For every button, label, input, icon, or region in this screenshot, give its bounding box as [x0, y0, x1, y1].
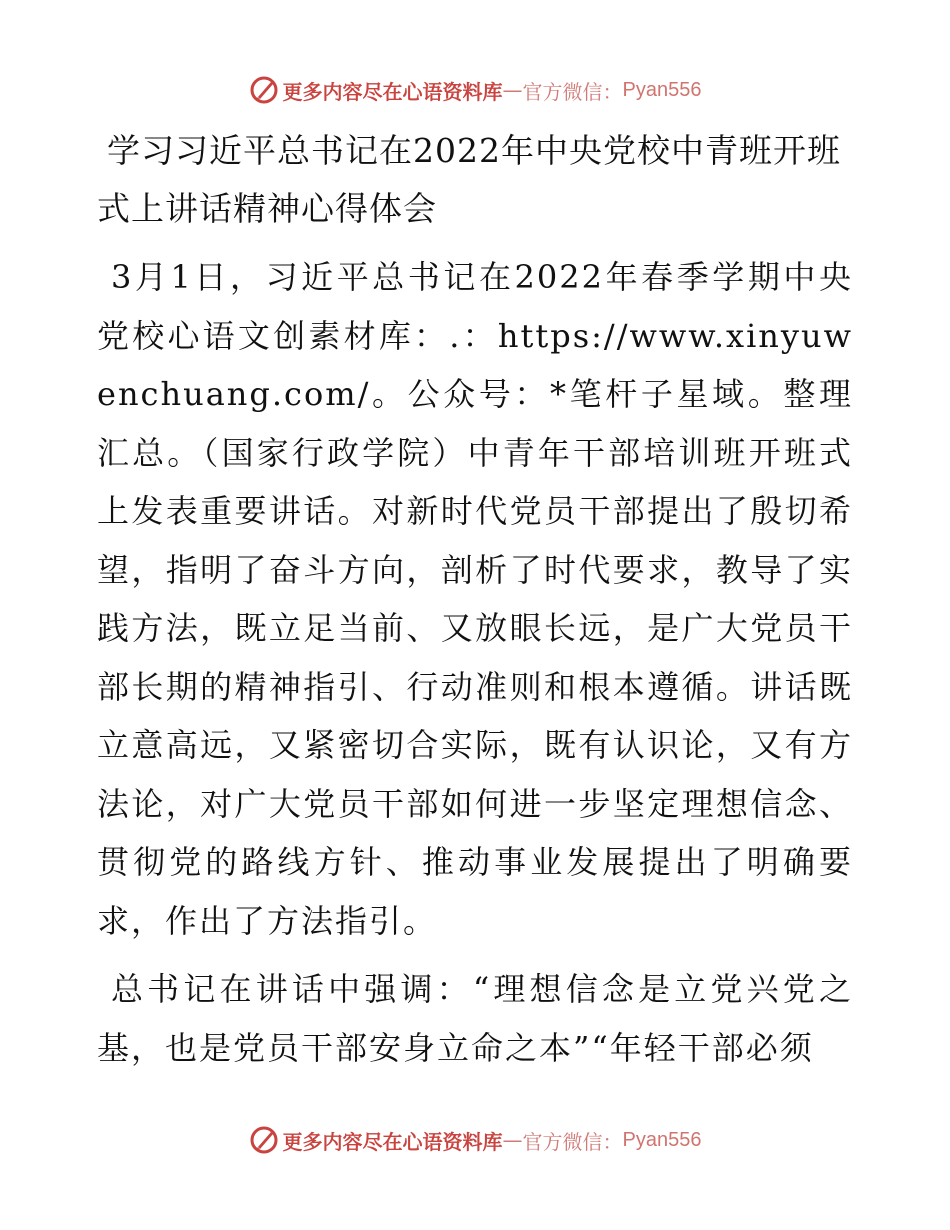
- document-paragraph-2: 总书记在讲话中强调：“理想信念是立党兴党之基，也是党员干部安身立命之本”“年轻干部必须: [97, 970, 853, 1067]
- quill-logo-icon: [249, 1125, 279, 1155]
- watermark-dash: —: [502, 1128, 523, 1152]
- watermark-wechat-id: Pyan556: [622, 78, 702, 101]
- document-title: 学习习近平总书记在2022年中央党校中青班开班式上讲话精神心得体会: [97, 131, 841, 228]
- watermark-wechat-id: Pyan556: [622, 1128, 702, 1151]
- document-paragraph-1: 3月1日，习近平总书记在2022年春季学期中央党校心语文创素材库：.：https://www.xinyuwenchuang.com/。公众号：*笔杆子星域。整理汇总。（国家行政学院）中青年干部培训班开班式上发表重要讲话。对新时代党员干部提出了殷切希望，指明了奋斗方向，剖析了时代要求，教导了实践方法，既立足当前、又放眼长远，是广大党员干部长期的精神指引、行动准则和根本遵循。讲话既立意高远，又紧密切合实际，既有认识论，又有方法论，对广大党员干部如何进一步坚定理想信念、贯彻党的路线方针、推动事业发展提出了明确要求，作出了方法指引。: [97, 258, 853, 940]
- document-body: [97, 122, 853, 1087]
- footer-watermark: [0, 1120, 950, 1160]
- watermark-wechat-label: 官方微信：: [522, 79, 623, 104]
- header-watermark: [0, 70, 950, 110]
- watermark-wechat-label: 官方微信：: [522, 1129, 623, 1154]
- watermark-site-text: 更多内容尽在心语资料库: [282, 1129, 503, 1154]
- watermark-dash: —: [502, 78, 523, 102]
- quill-logo-icon: [249, 75, 279, 105]
- watermark-site-text: 更多内容尽在心语资料库: [282, 79, 503, 104]
